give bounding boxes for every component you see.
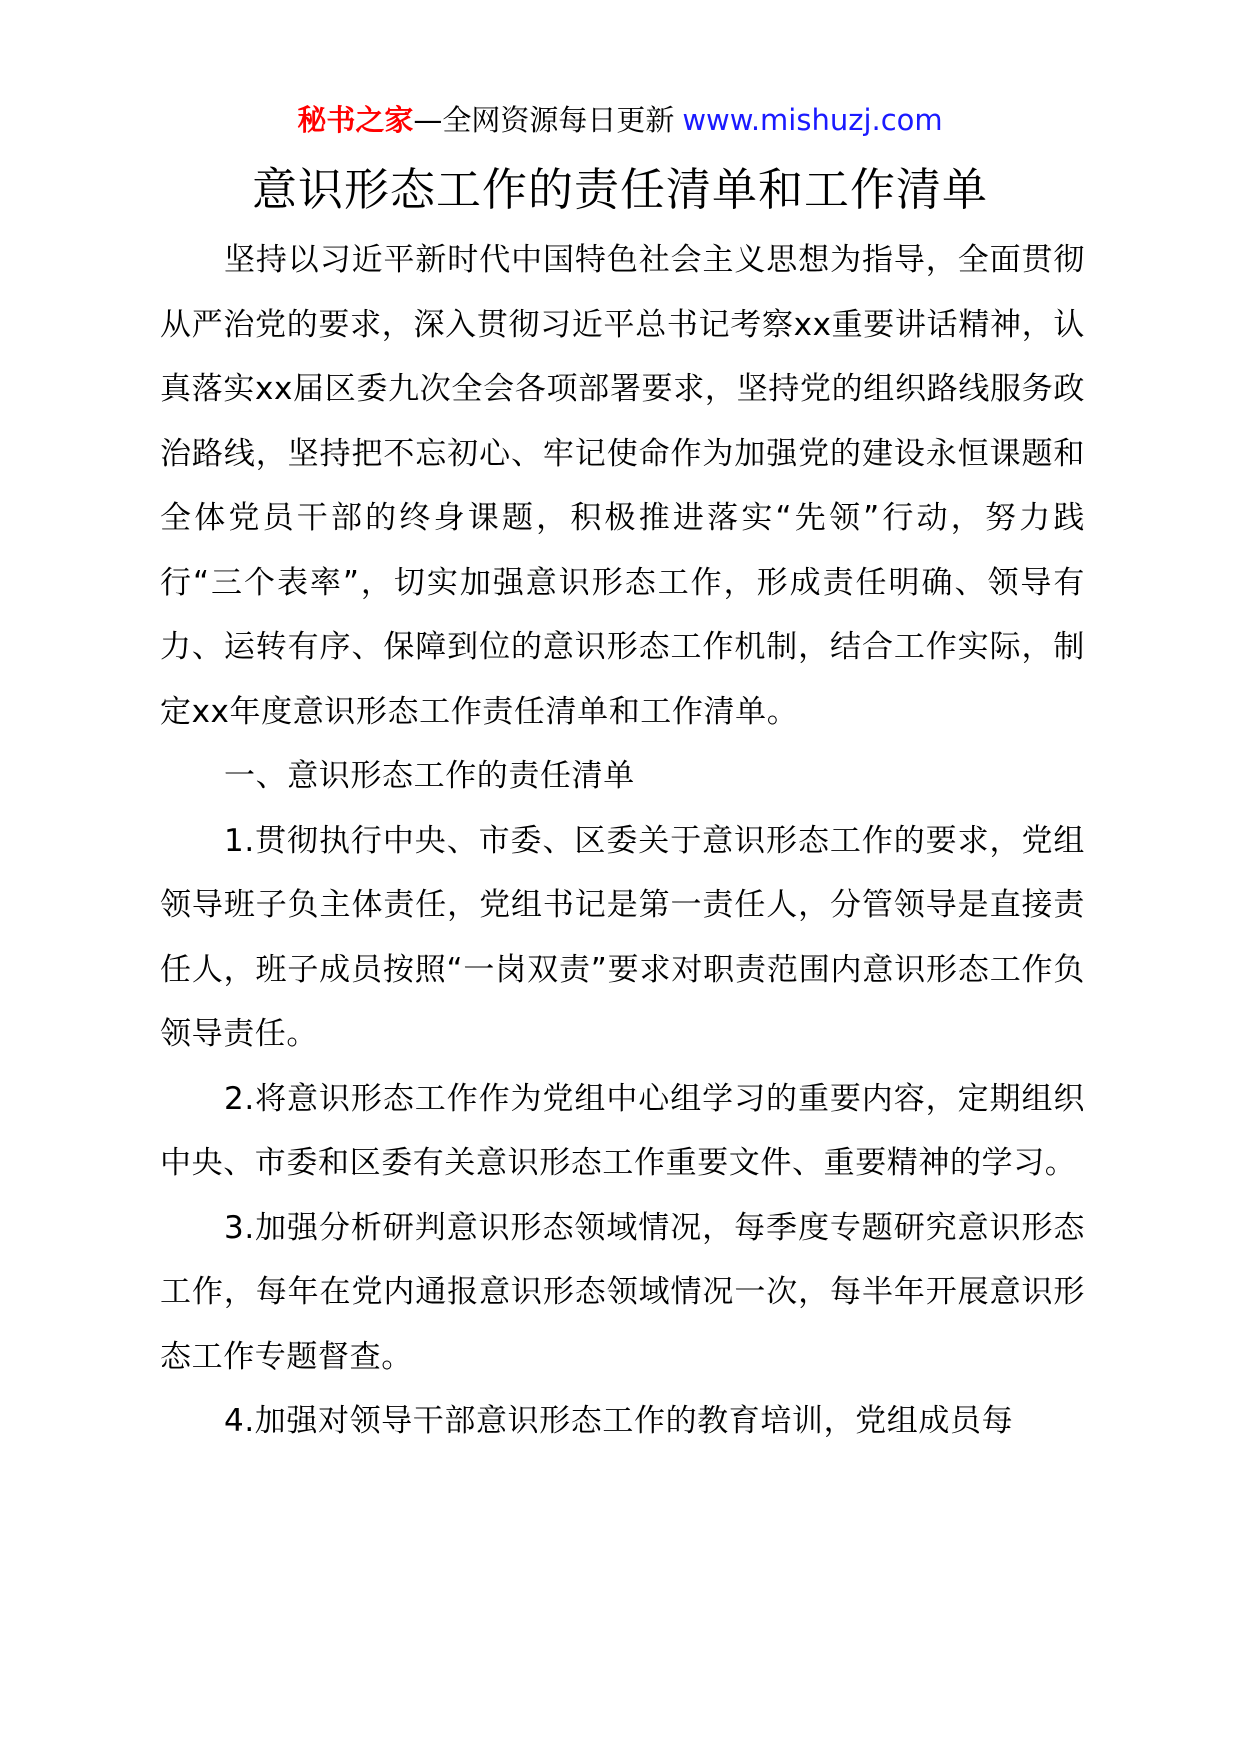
list-item-3: 3.加强分析研判意识形态领域情况，每季度专题研究意识形态工作，每年在党内通报意识形态领域情况一次，每半年开展意识形态工作专题督查。 — [160, 1209, 1085, 1375]
section-heading: 一、意识形态工作的责任清单 — [224, 758, 635, 794]
site-header — [0, 100, 1240, 140]
intro-paragraph: 坚持以习近平新时代中国特色社会主义思想为指导，全面贯彻从严治党的要求，深入贯彻习近平总书记考察xx重要讲话精神，认真落实xx届区委九次全会各项部署要求，坚持党的组织路线服务政治路线，坚持把不忘初心、牢记使命作为加强党的建设永恒课题和全体党员干部的终身课题，积极推进落实“先领”行动，努力践行“三个表率”，切实加强意识形态工作，形成责任明确、领导有力、运转有序、保障到位的意识形态工作机制，结合工作实际，制定xx年度意识形态工作责任清单和工作清单。 — [160, 242, 1085, 730]
document-body — [160, 228, 1085, 1454]
list-item-2: 2.将意识形态工作作为党组中心组学习的重要内容，定期组织中央、市委和区委有关意识形态工作重要文件、重要精神的学习。 — [160, 1080, 1085, 1181]
list-item-4: 4.加强对领导干部意识形态工作的教育培训，党组成员每 — [224, 1403, 1014, 1439]
header-tagline: —全网资源每日更新 — [413, 103, 675, 137]
document-title: 意识形态工作的责任清单和工作清单 — [251, 163, 988, 216]
site-url-link[interactable]: www.mishuzj.com — [682, 103, 943, 137]
list-item-1: 1.贯彻执行中央、市委、区委关于意识形态工作的要求，党组领导班子负主体责任，党组书记是第一责任人，分管领导是直接责任人，班子成员按照“一岗双责”要求对职责范围内意识形态工作负领导责任。 — [160, 822, 1085, 1052]
brand-name: 秘书之家 — [297, 103, 414, 137]
